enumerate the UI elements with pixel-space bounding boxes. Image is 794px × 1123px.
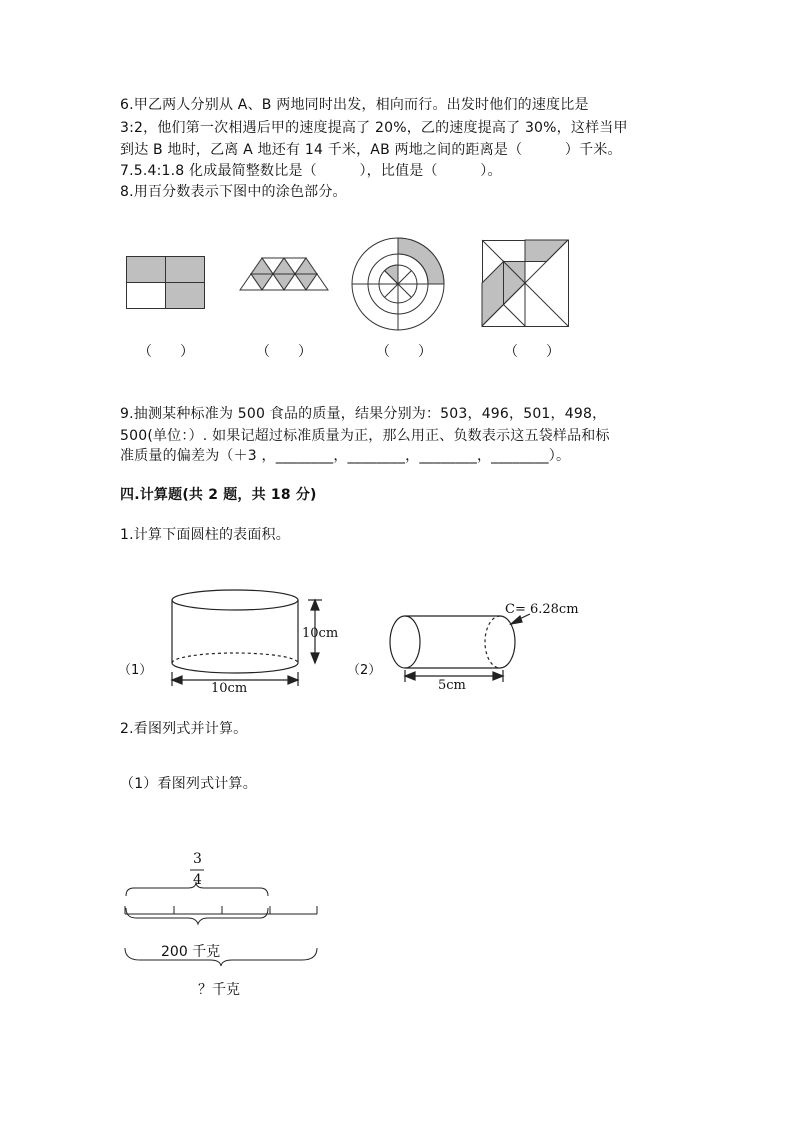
fig1-diameter: 10cm [211, 681, 248, 696]
q8-fig-circle [350, 236, 446, 332]
fraction-denominator: 4 [193, 872, 202, 888]
q9-line2: 500(单位：）. 如果记超过标准质量为正，那么用正、负数表示这五袋样品和标 [120, 428, 610, 444]
q6-line3: 到达 B 地时，乙离 A 地还有 14 千米，AB 两地之间的距离是（ ）千米。 [120, 142, 622, 158]
fig1-height: 10cm [302, 626, 339, 641]
q6-line2: 3:2，他们第一次相遇后甲的速度提高了 20%，乙的速度提高了 30%，这样当甲 [120, 120, 628, 136]
q8-answer-2[interactable]: （ ） [256, 344, 312, 360]
fig1-label: （1） [118, 663, 153, 678]
c1-question: 1.计算下面圆柱的表面积。 [120, 527, 290, 543]
c2-question: 2.看图列式并计算。 [120, 721, 248, 737]
c2-sub-question: （1）看图列式计算。 [120, 776, 257, 792]
q9-line3: 准质量的偏差为（＋3 ，________，________，________，________）。 [120, 448, 571, 464]
q6-line1: 6.甲乙两人分别从 A、B 两地同时出发，相向而行。出发时他们的速度比是 [120, 97, 589, 113]
q7-line1: 7.5.4:1.8 化成最简整数比是（ ），比值是（ ）。 [120, 163, 502, 179]
bar-diagram [120, 884, 325, 969]
fig2-circumference: C= 6.28cm [505, 602, 579, 617]
section-title: 四.计算题(共 2 题，共 18 分) [120, 487, 317, 503]
q8-answer-1[interactable]: （ ） [138, 344, 194, 360]
fraction-numerator: 3 [193, 851, 202, 867]
q8-fig-rectangle [126, 256, 206, 310]
fig2-label: （2） [347, 663, 382, 678]
fraction-bar [190, 869, 206, 871]
fig2-length: 5cm [438, 678, 466, 693]
q8-answer-4[interactable]: （ ） [504, 344, 560, 360]
unknown-weight-label: ？千克 [198, 982, 240, 998]
weight-label: 200 千克 [161, 944, 221, 960]
q8-fig-tangram [482, 240, 570, 328]
q8-fig-trapezoid [240, 258, 328, 308]
q9-line1: 9.抽测某种标准为 500 食品的质量，结果分别为：503，496，501，498， [120, 406, 607, 422]
q8-line1: 8.用百分数表示下图中的涂色部分。 [120, 184, 347, 200]
q8-answer-3[interactable]: （ ） [376, 344, 432, 360]
